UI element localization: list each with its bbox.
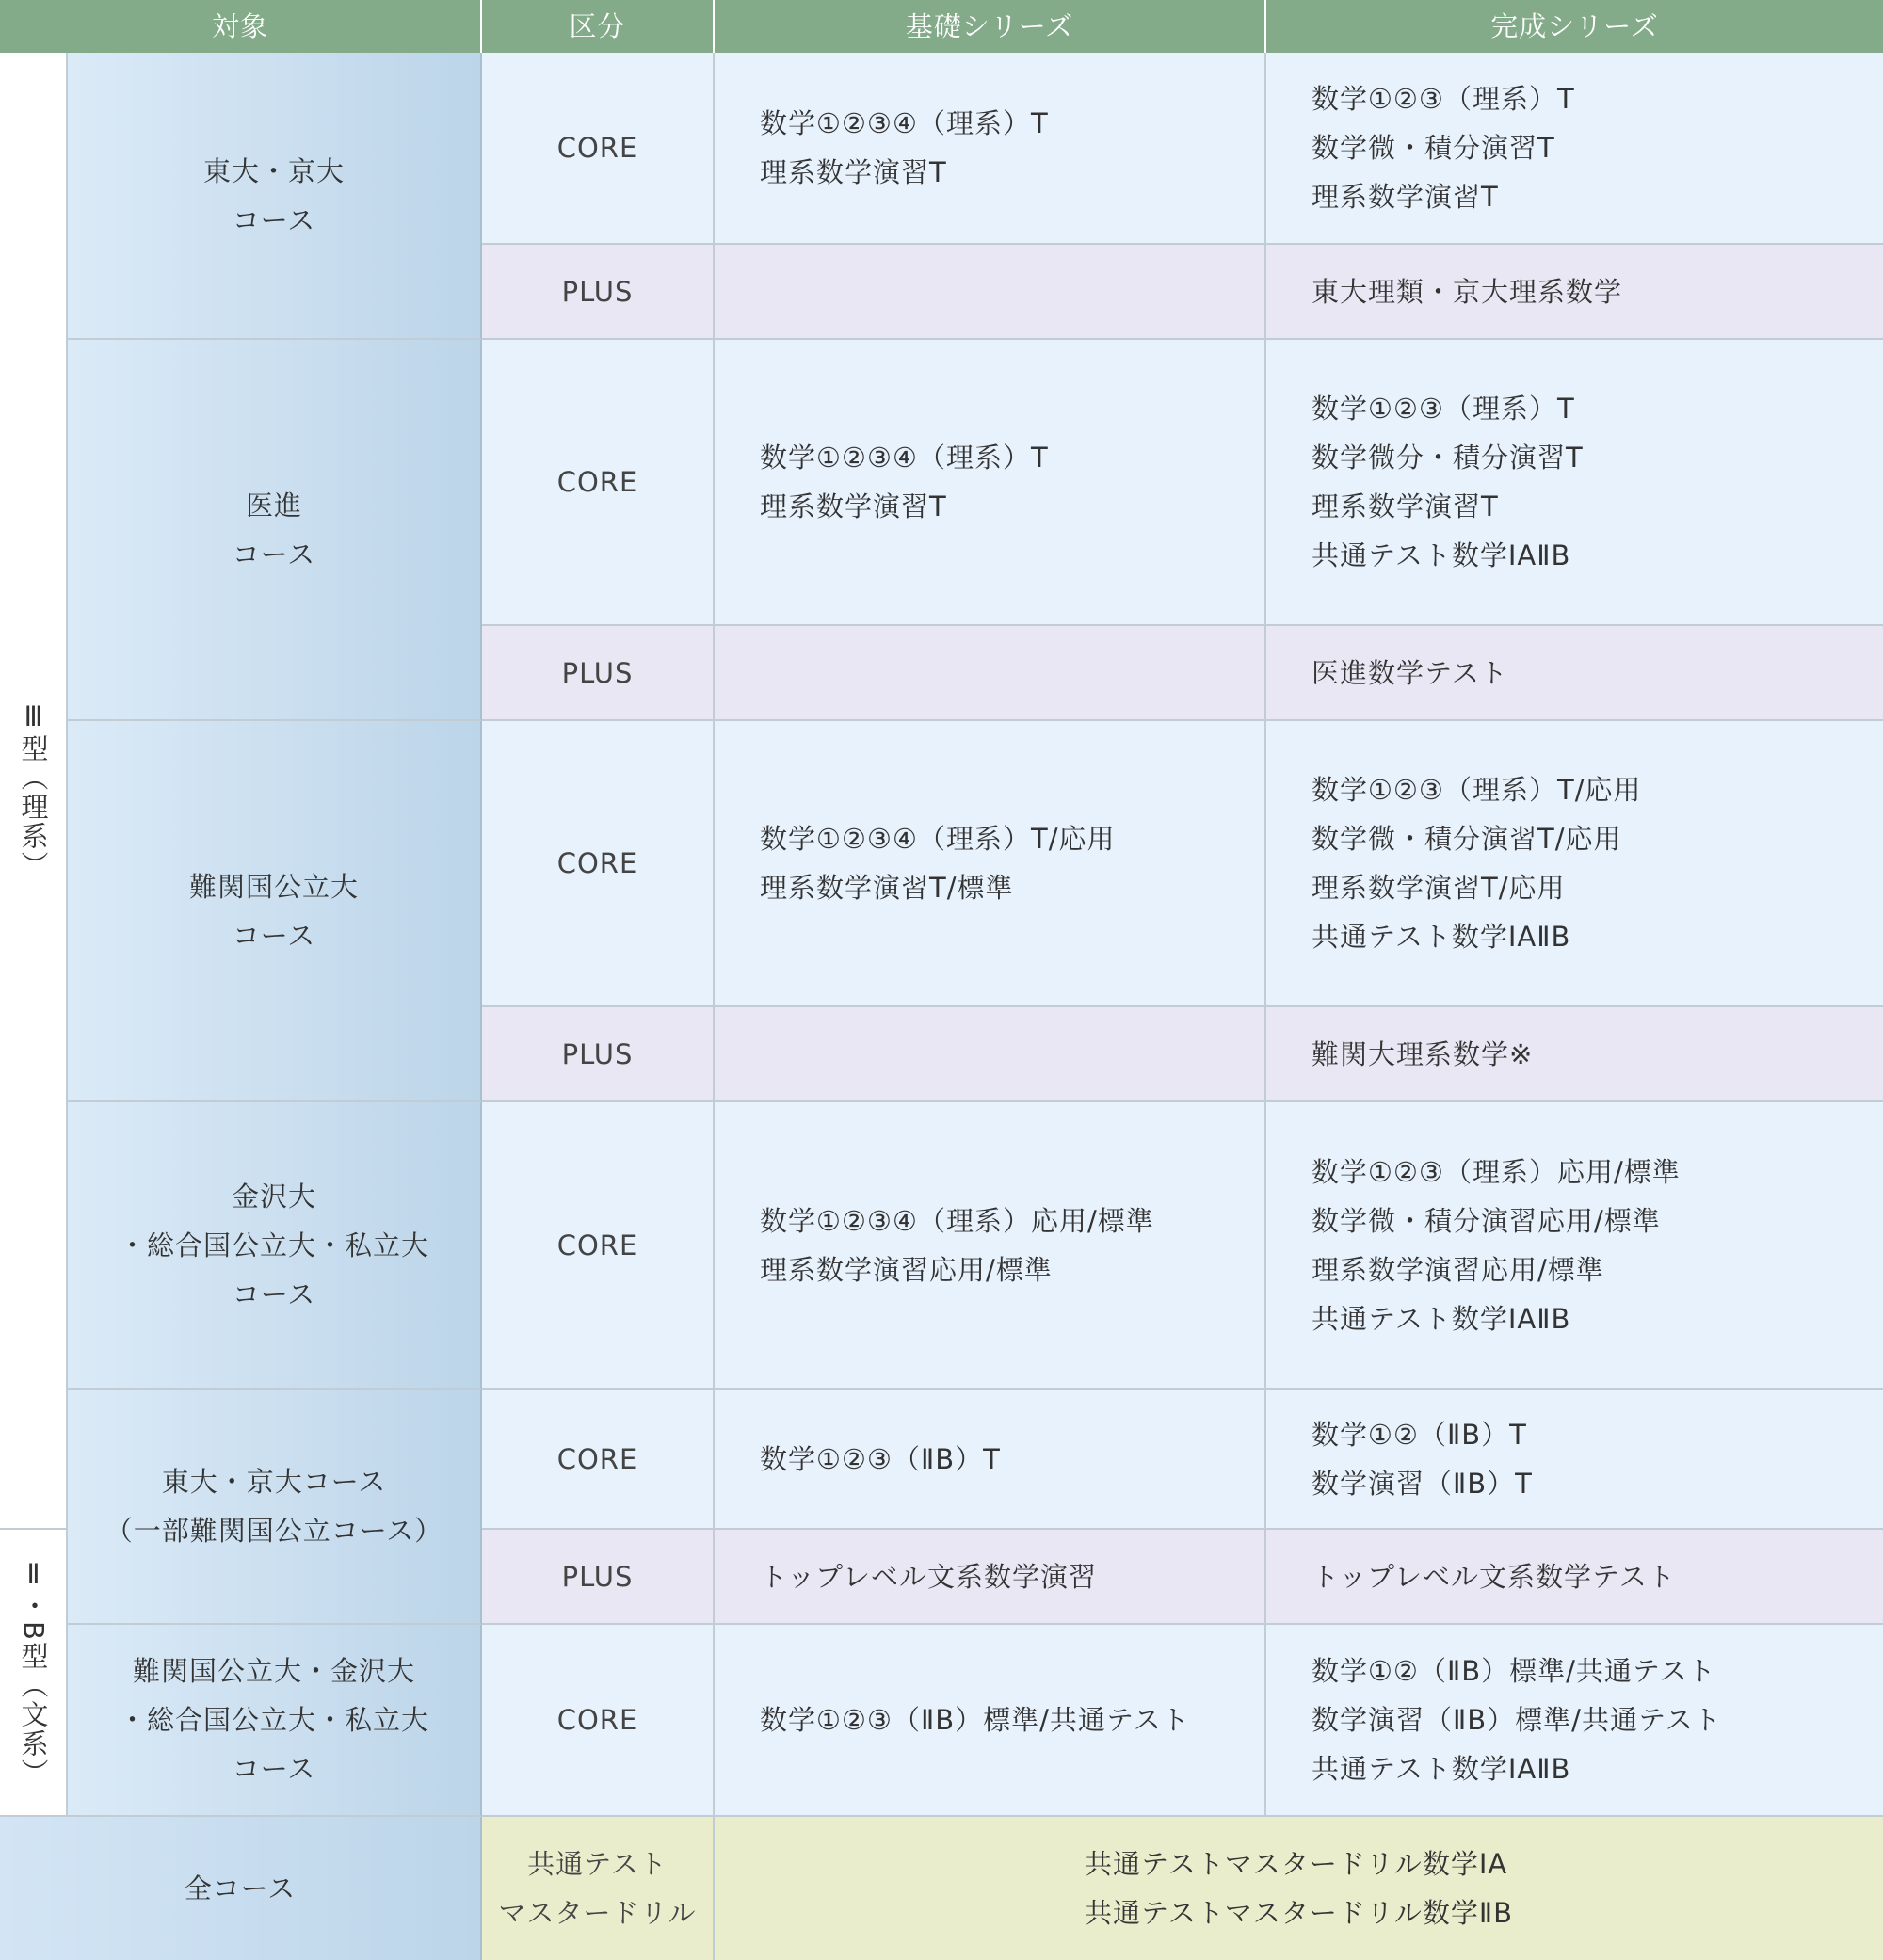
header-basic-series: 基礎シリーズ: [715, 0, 1266, 53]
complete-series-cell: [1266, 340, 1883, 626]
category-plus: PLUS: [482, 626, 715, 721]
target-line: コース: [232, 1753, 316, 1785]
course-item: 理系数学演習T: [1312, 490, 1499, 522]
basic-series-cell: [715, 721, 1266, 1007]
course-item: 数学①②（ⅡB）標準/共通テスト: [1312, 1655, 1716, 1687]
course-item: 数学①②（ⅡB）T: [1312, 1418, 1527, 1451]
course-item: 数学微・積分演習応用/標準: [1312, 1204, 1661, 1237]
target-nankan-bunkei: [68, 1625, 482, 1817]
header-category: 区分: [482, 0, 715, 53]
complete-series-cell: [1266, 1625, 1883, 1817]
basic-series-cell: [715, 1530, 1266, 1625]
category-plus: PLUS: [482, 1530, 715, 1625]
category-core: CORE: [482, 1102, 715, 1390]
category-plus: PLUS: [482, 1007, 715, 1102]
basic-series-cell: [715, 340, 1266, 626]
master-drill-content: [715, 1817, 1883, 1960]
category-line: マスタードリル: [498, 1897, 697, 1929]
course-item: 理系数学演習応用/標準: [1312, 1253, 1604, 1286]
target-todai-bunkei: [68, 1390, 482, 1625]
complete-series-cell: [1266, 1102, 1883, 1390]
category-line: 共通テスト: [527, 1848, 668, 1880]
target-line: 金沢大: [231, 1180, 316, 1213]
course-item: 共通テスト数学ⅠAⅡB: [1312, 539, 1571, 571]
course-item: 数学①②③④（理系）応用/標準: [760, 1204, 1154, 1237]
course-item: 数学①②③④（理系）T/応用: [760, 823, 1116, 855]
course-item: 共通テスト数学ⅠAⅡB: [1312, 921, 1571, 953]
course-item: 数学①②③（理系）T: [1312, 83, 1575, 115]
course-item: 医進数学テスト: [1312, 656, 1508, 689]
target-line: コース: [232, 919, 316, 952]
target-line: コース: [232, 203, 316, 236]
header-target: 対象: [0, 0, 482, 53]
course-item: 数学演習（ⅡB）標準/共通テスト: [1312, 1704, 1722, 1736]
complete-series-cell: [1266, 245, 1883, 340]
course-item: 共通テスト数学ⅠAⅡB: [1312, 1302, 1571, 1335]
category-core: CORE: [482, 1390, 715, 1530]
course-item: 共通テストマスタードリル数学ⅡB: [1084, 1897, 1513, 1929]
course-item: 理系数学演習T/応用: [1312, 872, 1566, 904]
course-item: トップレベル文系数学演習: [760, 1560, 1097, 1593]
category-core: CORE: [482, 53, 715, 245]
category-core: CORE: [482, 340, 715, 626]
course-item: 数学①②③④（理系）T: [760, 442, 1049, 474]
category-core: CORE: [482, 1625, 715, 1817]
target-line: 東大・京大コース: [161, 1466, 387, 1498]
target-all-courses: 全コース: [0, 1817, 482, 1960]
group-science-label: Ⅲ型（理系）: [17, 700, 50, 880]
target-line: （一部難関国公立コース）: [105, 1515, 443, 1547]
complete-series-cell: [1266, 721, 1883, 1007]
basic-series-cell-empty: [715, 626, 1266, 721]
course-item: 共通テスト数学ⅠAⅡB: [1312, 1753, 1571, 1785]
course-item: 数学①②③（ⅡB）標準/共通テスト: [760, 1704, 1190, 1736]
course-item: 数学①②③（理系）T: [1312, 393, 1575, 425]
target-line: 医進: [245, 489, 302, 522]
basic-series-cell: [715, 1625, 1266, 1817]
basic-series-cell: [715, 1390, 1266, 1530]
complete-series-cell: [1266, 1007, 1883, 1102]
basic-series-cell: [715, 1102, 1266, 1390]
course-item: 数学微・積分演習T: [1312, 132, 1555, 164]
target-line: 東大・京大: [202, 154, 345, 187]
complete-series-cell: [1266, 626, 1883, 721]
basic-series-cell-empty: [715, 245, 1266, 340]
target-line: コース: [232, 538, 316, 570]
course-item: 理系数学演習応用/標準: [760, 1253, 1053, 1286]
course-item: 東大理類・京大理系数学: [1312, 275, 1623, 308]
course-item: 理系数学演習T/標準: [760, 872, 1014, 904]
target-todai: [68, 53, 482, 340]
target-line: 難関国公立大: [188, 870, 359, 903]
target-kanazawa: [68, 1102, 482, 1390]
target-line: コース: [232, 1277, 316, 1310]
target-line: ・総合国公立大・私立大: [118, 1704, 429, 1736]
target-ishin: [68, 340, 482, 721]
course-item: 共通テストマスタードリル数学ⅠA: [1084, 1848, 1508, 1880]
basic-series-cell-empty: [715, 1007, 1266, 1102]
category-plus: PLUS: [482, 245, 715, 340]
course-item: トップレベル文系数学テスト: [1312, 1560, 1676, 1593]
group-humanities: [0, 1530, 68, 1817]
group-science: [0, 53, 68, 1530]
course-item: 数学微分・積分演習T: [1312, 442, 1584, 474]
category-core: CORE: [482, 721, 715, 1007]
course-item: 理系数学演習T: [1312, 181, 1499, 213]
course-item: 難関大理系数学※: [1312, 1037, 1534, 1070]
target-line: 難関国公立大・金沢大: [132, 1655, 415, 1687]
course-item: 数学①②③④（理系）T: [760, 107, 1049, 139]
category-master-drill: [482, 1817, 715, 1960]
course-item: 理系数学演習T: [760, 156, 947, 188]
course-item: 数学①②③（ⅡB）T: [760, 1442, 1001, 1475]
basic-series-cell: [715, 53, 1266, 245]
target-nankan: [68, 721, 482, 1102]
complete-series-cell: [1266, 1390, 1883, 1530]
course-item: 数学演習（ⅡB）T: [1312, 1467, 1533, 1500]
group-humanities-label: Ⅱ・B型（文系）: [17, 1557, 50, 1788]
target-line: ・総合国公立大・私立大: [118, 1229, 429, 1261]
course-item: 理系数学演習T: [760, 490, 947, 522]
complete-series-cell: [1266, 53, 1883, 245]
course-item: 数学①②③（理系）T/応用: [1312, 774, 1642, 806]
header-complete-series: 完成シリーズ: [1266, 0, 1883, 53]
course-item: 数学①②③（理系）応用/標準: [1312, 1155, 1681, 1188]
course-item: 数学微・積分演習T/応用: [1312, 823, 1622, 855]
complete-series-cell: [1266, 1530, 1883, 1625]
